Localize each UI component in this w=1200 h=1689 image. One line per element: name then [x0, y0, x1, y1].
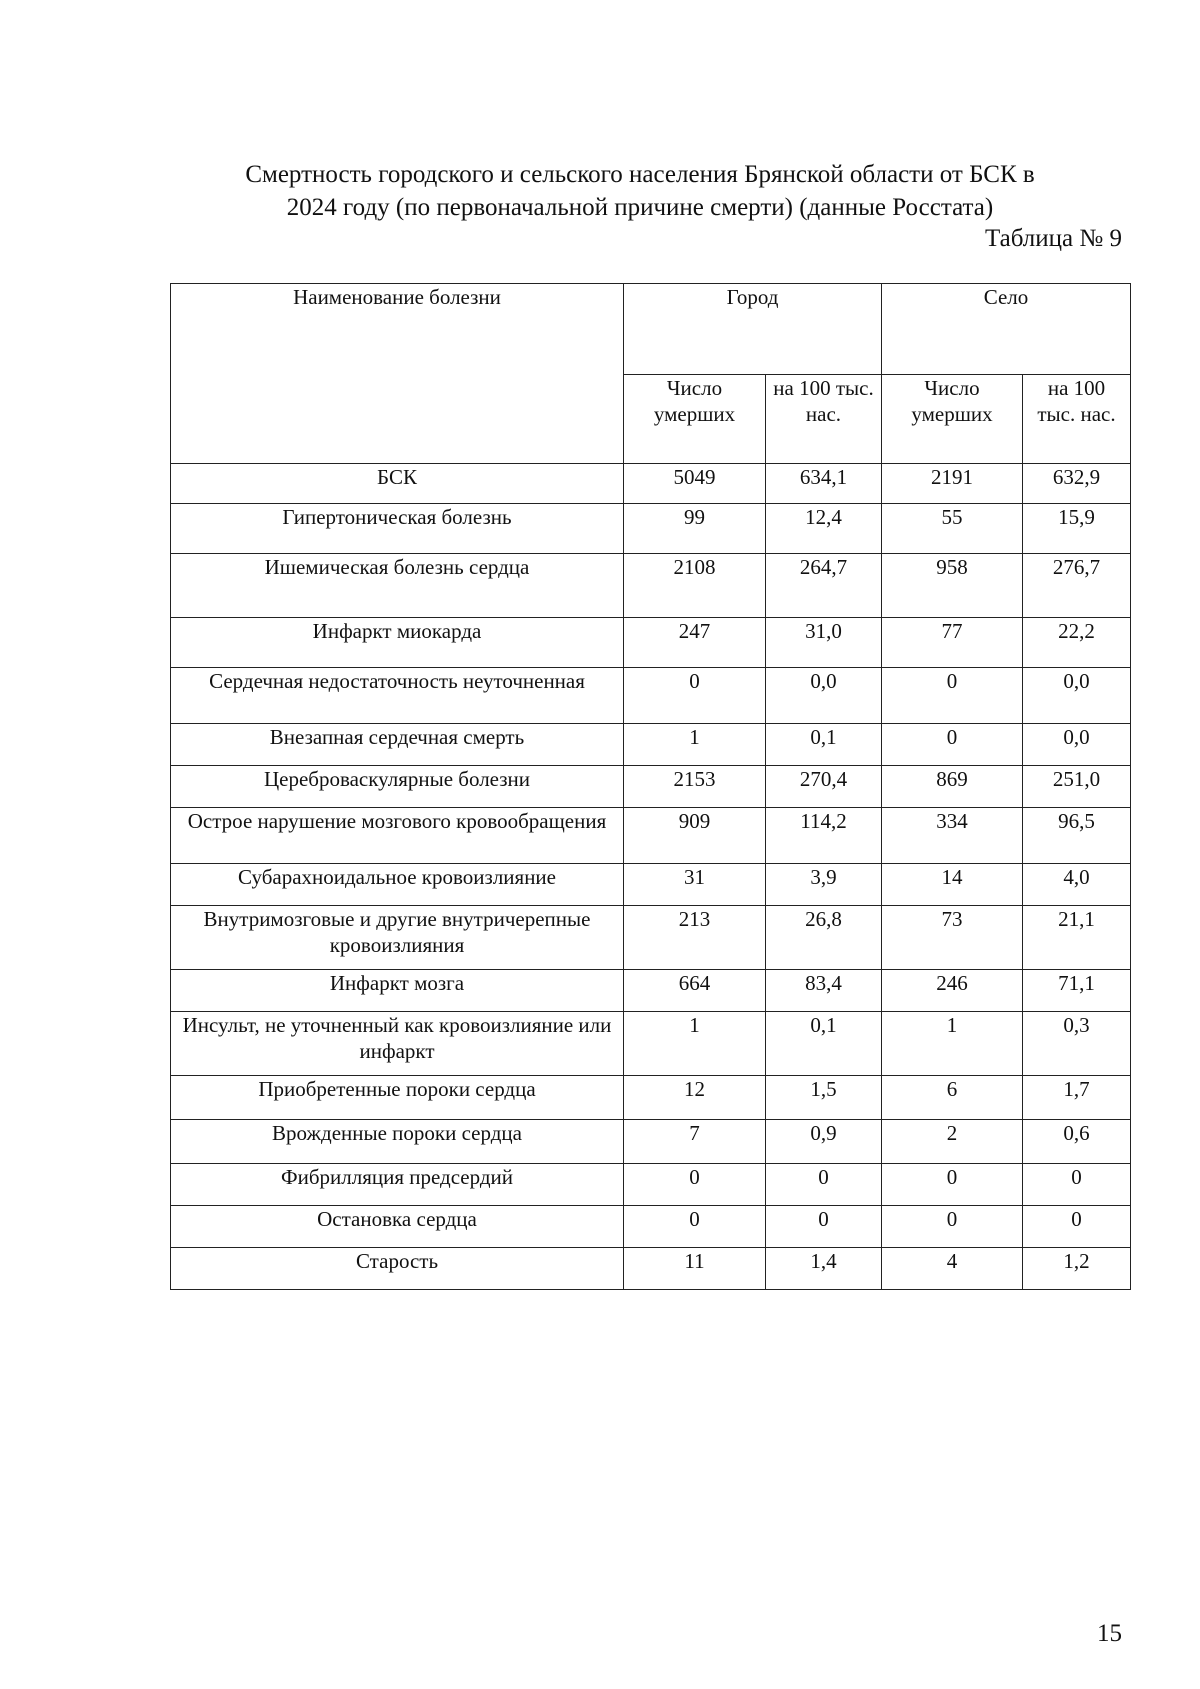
cell-city-rate: 3,9 — [766, 864, 882, 906]
table-row — [171, 618, 1131, 668]
cell-village-rate: 71,1 — [1023, 970, 1131, 1012]
cell-city-rate: 1,4 — [766, 1248, 882, 1290]
cell-village-rate: 632,9 — [1023, 464, 1131, 504]
header-village-deaths: Число умерших — [882, 375, 1023, 464]
cell-village-rate: 251,0 — [1023, 766, 1131, 808]
cell-village-rate: 0 — [1023, 1206, 1131, 1248]
cell-city-rate: 31,0 — [766, 618, 882, 668]
cell-village-rate: 22,2 — [1023, 618, 1131, 668]
cell-disease-name: Старость — [171, 1248, 624, 1290]
header-disease-name: Наименование болезни — [171, 284, 624, 464]
cell-village-deaths: 0 — [882, 1164, 1023, 1206]
table-row — [171, 554, 1131, 618]
cell-city-rate: 0,1 — [766, 724, 882, 766]
table-row — [171, 766, 1131, 808]
cell-village-deaths: 4 — [882, 1248, 1023, 1290]
cell-disease-name: Врожденные пороки сердца — [171, 1120, 624, 1164]
cell-city-deaths: 31 — [624, 864, 766, 906]
cell-city-rate: 0,0 — [766, 668, 882, 724]
table-row — [171, 808, 1131, 864]
cell-village-deaths: 246 — [882, 970, 1023, 1012]
cell-city-deaths: 213 — [624, 906, 766, 970]
header-city-deaths: Число умерших — [624, 375, 766, 464]
cell-city-deaths: 2108 — [624, 554, 766, 618]
table-row — [171, 1120, 1131, 1164]
cell-village-deaths: 0 — [882, 724, 1023, 766]
cell-disease-name: БСК — [171, 464, 624, 504]
cell-city-deaths: 5049 — [624, 464, 766, 504]
cell-village-deaths: 2191 — [882, 464, 1023, 504]
cell-village-deaths: 334 — [882, 808, 1023, 864]
table-row — [171, 1206, 1131, 1248]
cell-village-rate: 21,1 — [1023, 906, 1131, 970]
cell-city-deaths: 0 — [624, 1164, 766, 1206]
cell-city-rate: 0,9 — [766, 1120, 882, 1164]
cell-city-rate: 0,1 — [766, 1012, 882, 1076]
table-body — [171, 464, 1131, 1290]
cell-village-rate: 0 — [1023, 1164, 1131, 1206]
title-line-1: Смертность городского и сельского населения Брянской области от БСК в — [245, 161, 1035, 188]
table-number: Таблица № 9 — [984, 225, 1122, 252]
table-row — [171, 504, 1131, 554]
table-row — [171, 1248, 1131, 1290]
cell-city-rate: 264,7 — [766, 554, 882, 618]
header-city: Город — [624, 284, 882, 375]
cell-village-rate: 4,0 — [1023, 864, 1131, 906]
cell-village-deaths: 869 — [882, 766, 1023, 808]
cell-city-deaths: 12 — [624, 1076, 766, 1120]
title-line-2: 2024 году (по первоначальной причине смерти) (данные Росстата) — [286, 194, 994, 221]
cell-village-rate: 0,0 — [1023, 668, 1131, 724]
table-row — [171, 1164, 1131, 1206]
cell-city-rate: 26,8 — [766, 906, 882, 970]
cell-village-rate: 1,2 — [1023, 1248, 1131, 1290]
cell-city-rate: 0 — [766, 1164, 882, 1206]
cell-village-rate: 0,0 — [1023, 724, 1131, 766]
cell-village-deaths: 77 — [882, 618, 1023, 668]
table-header-row-1 — [171, 284, 1131, 375]
header-city-rate: на 100 тыс. нас. — [766, 375, 882, 464]
table-row — [171, 1012, 1131, 1076]
cell-disease-name: Внутримозговые и другие внутричерепные кровоизлияния — [171, 906, 624, 970]
cell-disease-name: Острое нарушение мозгового кровообращения — [171, 808, 624, 864]
cell-village-rate: 15,9 — [1023, 504, 1131, 554]
cell-city-deaths: 1 — [624, 1012, 766, 1076]
document-title — [160, 158, 1120, 224]
cell-city-rate: 114,2 — [766, 808, 882, 864]
cell-village-deaths: 14 — [882, 864, 1023, 906]
cell-village-rate: 276,7 — [1023, 554, 1131, 618]
cell-village-rate: 0,6 — [1023, 1120, 1131, 1164]
cell-village-rate: 0,3 — [1023, 1012, 1131, 1076]
cell-disease-name: Остановка сердца — [171, 1206, 624, 1248]
cell-village-deaths: 55 — [882, 504, 1023, 554]
cell-city-rate: 1,5 — [766, 1076, 882, 1120]
cell-disease-name: Инсульт, не уточненный как кровоизлияние или инфаркт — [171, 1012, 624, 1076]
cell-village-rate: 96,5 — [1023, 808, 1131, 864]
cell-city-deaths: 2153 — [624, 766, 766, 808]
cell-city-deaths: 909 — [624, 808, 766, 864]
cell-disease-name: Внезапная сердечная смерть — [171, 724, 624, 766]
cell-disease-name: Инфаркт мозга — [171, 970, 624, 1012]
page-number: 15 — [1097, 1620, 1122, 1647]
cell-disease-name: Инфаркт миокарда — [171, 618, 624, 668]
cell-city-deaths: 7 — [624, 1120, 766, 1164]
cell-city-deaths: 99 — [624, 504, 766, 554]
cell-disease-name: Гипертоническая болезнь — [171, 504, 624, 554]
cell-city-deaths: 0 — [624, 668, 766, 724]
cell-disease-name: Сердечная недостаточность неуточненная — [171, 668, 624, 724]
cell-village-deaths: 0 — [882, 668, 1023, 724]
cell-village-deaths: 1 — [882, 1012, 1023, 1076]
table-row — [171, 464, 1131, 504]
table-row — [171, 906, 1131, 970]
cell-village-deaths: 73 — [882, 906, 1023, 970]
mortality-table — [170, 283, 1131, 1290]
header-village: Село — [882, 284, 1131, 375]
table-row — [171, 864, 1131, 906]
cell-disease-name: Ишемическая болезнь сердца — [171, 554, 624, 618]
cell-city-deaths: 1 — [624, 724, 766, 766]
cell-disease-name: Субарахноидальное кровоизлияние — [171, 864, 624, 906]
table-row — [171, 970, 1131, 1012]
cell-village-deaths: 2 — [882, 1120, 1023, 1164]
cell-city-rate: 270,4 — [766, 766, 882, 808]
cell-village-deaths: 958 — [882, 554, 1023, 618]
cell-city-deaths: 0 — [624, 1206, 766, 1248]
table-row — [171, 1076, 1131, 1120]
cell-city-rate: 83,4 — [766, 970, 882, 1012]
cell-village-rate: 1,7 — [1023, 1076, 1131, 1120]
table-row — [171, 724, 1131, 766]
cell-village-deaths: 0 — [882, 1206, 1023, 1248]
cell-disease-name: Приобретенные пороки сердца — [171, 1076, 624, 1120]
cell-city-rate: 634,1 — [766, 464, 882, 504]
table-row — [171, 668, 1131, 724]
cell-village-deaths: 6 — [882, 1076, 1023, 1120]
cell-city-deaths: 11 — [624, 1248, 766, 1290]
cell-disease-name: Цереброваскулярные болезни — [171, 766, 624, 808]
header-village-rate: на 100 тыс. нас. — [1023, 375, 1131, 464]
cell-city-rate: 12,4 — [766, 504, 882, 554]
cell-city-deaths: 664 — [624, 970, 766, 1012]
cell-city-deaths: 247 — [624, 618, 766, 668]
cell-disease-name: Фибрилляция предсердий — [171, 1164, 624, 1206]
cell-city-rate: 0 — [766, 1206, 882, 1248]
